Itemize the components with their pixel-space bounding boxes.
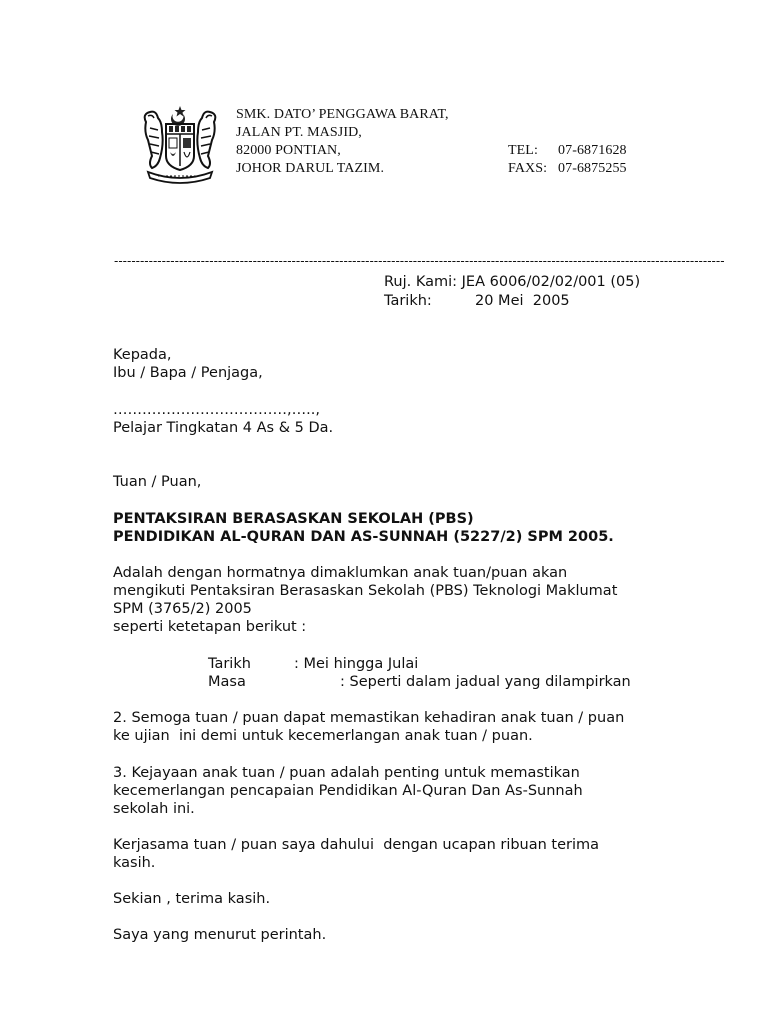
recipient-line-1: Kepada,	[113, 347, 172, 363]
closing-2	[113, 926, 653, 944]
address-line-3: JOHOR DARUL TAZIM.	[236, 161, 385, 176]
recipient-line-4: Pelajar Tingkatan 4 As & 5 Da.	[113, 420, 334, 436]
reference-block	[384, 273, 640, 311]
ref-label: Ruj. Kami:	[384, 274, 458, 290]
paragraph-2	[113, 709, 653, 745]
ref-value: JEA 6006/02/02/001 (05)	[461, 274, 641, 290]
schedule-masa-value: : Seperti dalam jadual yang dilampirkan	[340, 674, 631, 690]
paragraph-1-line-1: Adalah dengan hormatnya dimaklumkan anak tuan/puan akan	[113, 565, 568, 581]
schedule-tarikh-label: Tarikh	[208, 656, 251, 672]
address-line-2: 82000 PONTIAN,	[236, 143, 341, 158]
recipient-line-3: ………………………………,…..,	[113, 402, 320, 418]
tel-label: TEL:	[508, 143, 538, 158]
reference-row	[384, 273, 640, 292]
school-address	[236, 106, 449, 178]
schedule-tarikh	[208, 655, 418, 673]
fax-row	[508, 160, 627, 178]
salutation	[113, 473, 653, 491]
closing-1	[113, 890, 653, 908]
paragraph-1-line-3: SPM (3765/2) 2005	[113, 601, 252, 617]
fax-label: FAXS:	[508, 161, 548, 176]
paragraph-3-line-1: 3. Kejayaan anak tuan / puan adalah penting untuk memastikan	[113, 765, 580, 781]
recipient-line-2: Ibu / Bapa / Penjaga,	[113, 365, 263, 381]
contact-block	[508, 142, 627, 178]
paragraph-1-line-2: mengikuti Pentaksiran Berasaskan Sekolah (PBS) Teknologi Maklumat	[113, 583, 618, 599]
paragraph-3-line-3: sekolah ini.	[113, 801, 195, 817]
closing-2-text: Saya yang menurut perintah.	[113, 927, 327, 943]
coat-of-arms-icon	[138, 104, 222, 184]
tel-row	[508, 142, 627, 160]
paragraph-4	[113, 836, 653, 872]
date-value: 20 Mei 2005	[475, 293, 570, 309]
fax-value: 07-6875255	[558, 161, 627, 176]
salutation-text: Tuan / Puan,	[113, 474, 202, 490]
closing-1-text: Sekian , terima kasih.	[113, 891, 271, 907]
paragraph-1-line-4: seperti ketetapan berikut :	[113, 619, 307, 635]
school-name: SMK. DATO’ PENGGAWA BARAT,	[236, 107, 449, 122]
paragraph-4-line-2: kasih.	[113, 855, 156, 871]
schedule-tarikh-value: : Mei hingga Julai	[294, 656, 419, 672]
recipient-block-2	[113, 401, 653, 437]
subject-line-1: PENTAKSIRAN BERASASKAN SEKOLAH (PBS)	[113, 511, 474, 527]
paragraph-3-line-2: kecemerlangan pencapaian Pendidikan Al-Quran Dan As-Sunnah	[113, 783, 583, 799]
date-label: Tarikh:	[384, 293, 432, 309]
paragraph-4-line-1: Kerjasama tuan / puan saya dahului dengan ucapan ribuan terima	[113, 837, 600, 853]
paragraph-1	[113, 564, 653, 636]
schedule-masa	[208, 673, 631, 691]
recipient-block	[113, 346, 653, 382]
paragraph-3	[113, 764, 653, 818]
subject-block	[113, 510, 653, 546]
separator-line: ---------------------------------------------------------------------------------------------------------------------------------------------	[114, 254, 725, 268]
paragraph-2-line-1: 2. Semoga tuan / puan dapat memastikan kehadiran anak tuan / puan	[113, 710, 625, 726]
address-line-1: JALAN PT. MASJID,	[236, 125, 362, 140]
subject-line-2: PENDIDIKAN AL-QURAN DAN AS-SUNNAH (5227/2) SPM 2005.	[113, 529, 614, 545]
schedule-masa-label: Masa	[208, 674, 246, 690]
paragraph-2-line-2: ke ujian ini demi untuk kecemerlangan anak tuan / puan.	[113, 728, 533, 744]
date-row	[384, 292, 640, 311]
tel-value: 07-6871628	[558, 143, 627, 158]
